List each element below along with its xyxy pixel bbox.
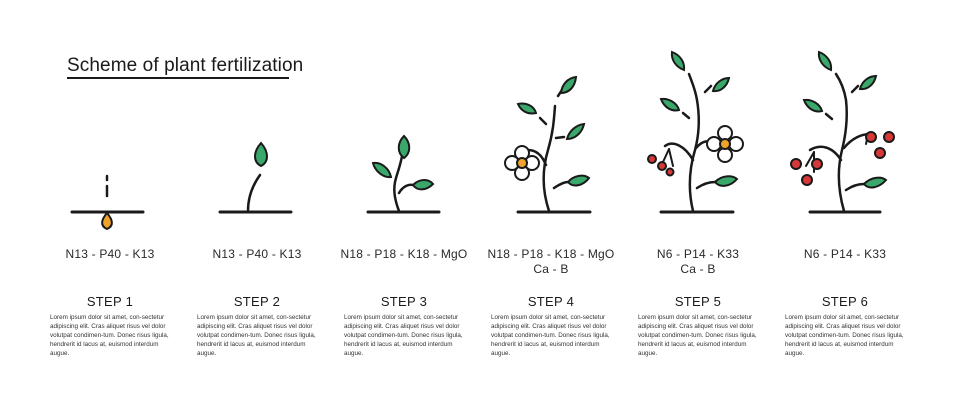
fruiting-plant-icon — [770, 0, 920, 240]
fruit-setting-plant-icon — [623, 0, 773, 240]
seedling-icon — [182, 0, 332, 240]
step-4 — [476, 0, 626, 410]
step-5 — [623, 0, 773, 410]
step-description: Lorem ipsum dolor sit amet, con-sectetur adipiscing elit. Cras aliquet risus vel dolor volutpat condimen-tum. Donec risus ligula, hendrerit id lacus at, euismod interdum augue. — [344, 314, 463, 357]
seed-sprouting-icon — [35, 0, 185, 240]
step-description: Lorem ipsum dolor sit amet, con-sectetur adipiscing elit. Cras aliquet risus vel dolor volutpat condimen-tum. Donec risus ligula, hendrerit id lacus at, euismod interdum augue. — [197, 314, 316, 357]
formula: N6 - P14 - K33 — [803, 247, 887, 261]
step-label: STEP 1 — [86, 294, 134, 309]
formula: N13 - P40 - K13 — [65, 247, 155, 261]
step-label: STEP 4 — [527, 294, 575, 309]
young-plant-icon — [329, 0, 479, 240]
step-label: STEP 2 — [233, 294, 281, 309]
flowering-plant-icon — [476, 0, 626, 240]
formula: N6 - P14 - K33 Ca - B — [656, 247, 740, 276]
step-3 — [329, 0, 479, 410]
step-6 — [770, 0, 920, 410]
step-label: STEP 3 — [380, 294, 428, 309]
step-description: Lorem ipsum dolor sit amet, con-sectetur adipiscing elit. Cras aliquet risus vel dolor volutpat condimen-tum. Donec risus ligula, hendrerit id lacus at, euismod interdum augue. — [638, 314, 757, 357]
step-description: Lorem ipsum dolor sit amet, con-sectetur adipiscing elit. Cras aliquet risus vel dolor volutpat condimen-tum. Donec risus ligula, hendrerit id lacus at, euismod interdum augue. — [785, 314, 904, 357]
step-label: STEP 6 — [821, 294, 869, 309]
formula: N18 - P18 - K18 - MgO Ca - B — [487, 247, 615, 276]
page-title: Scheme of plant fertilization — [67, 55, 304, 76]
step-2 — [182, 0, 332, 410]
step-description: Lorem ipsum dolor sit amet, con-sectetur adipiscing elit. Cras aliquet risus vel dolor volutpat condimen-tum. Donec risus ligula, hendrerit id lacus at, euismod interdum augue. — [50, 314, 169, 357]
step-label: STEP 5 — [674, 294, 722, 309]
step-description: Lorem ipsum dolor sit amet, con-sectetur adipiscing elit. Cras aliquet risus vel dolor volutpat condimen-tum. Donec risus ligula, hendrerit id lacus at, euismod interdum augue. — [491, 314, 610, 357]
formula: N13 - P40 - K13 — [212, 247, 302, 261]
formula: N18 - P18 - K18 - MgO — [340, 247, 468, 261]
step-1 — [35, 0, 185, 410]
